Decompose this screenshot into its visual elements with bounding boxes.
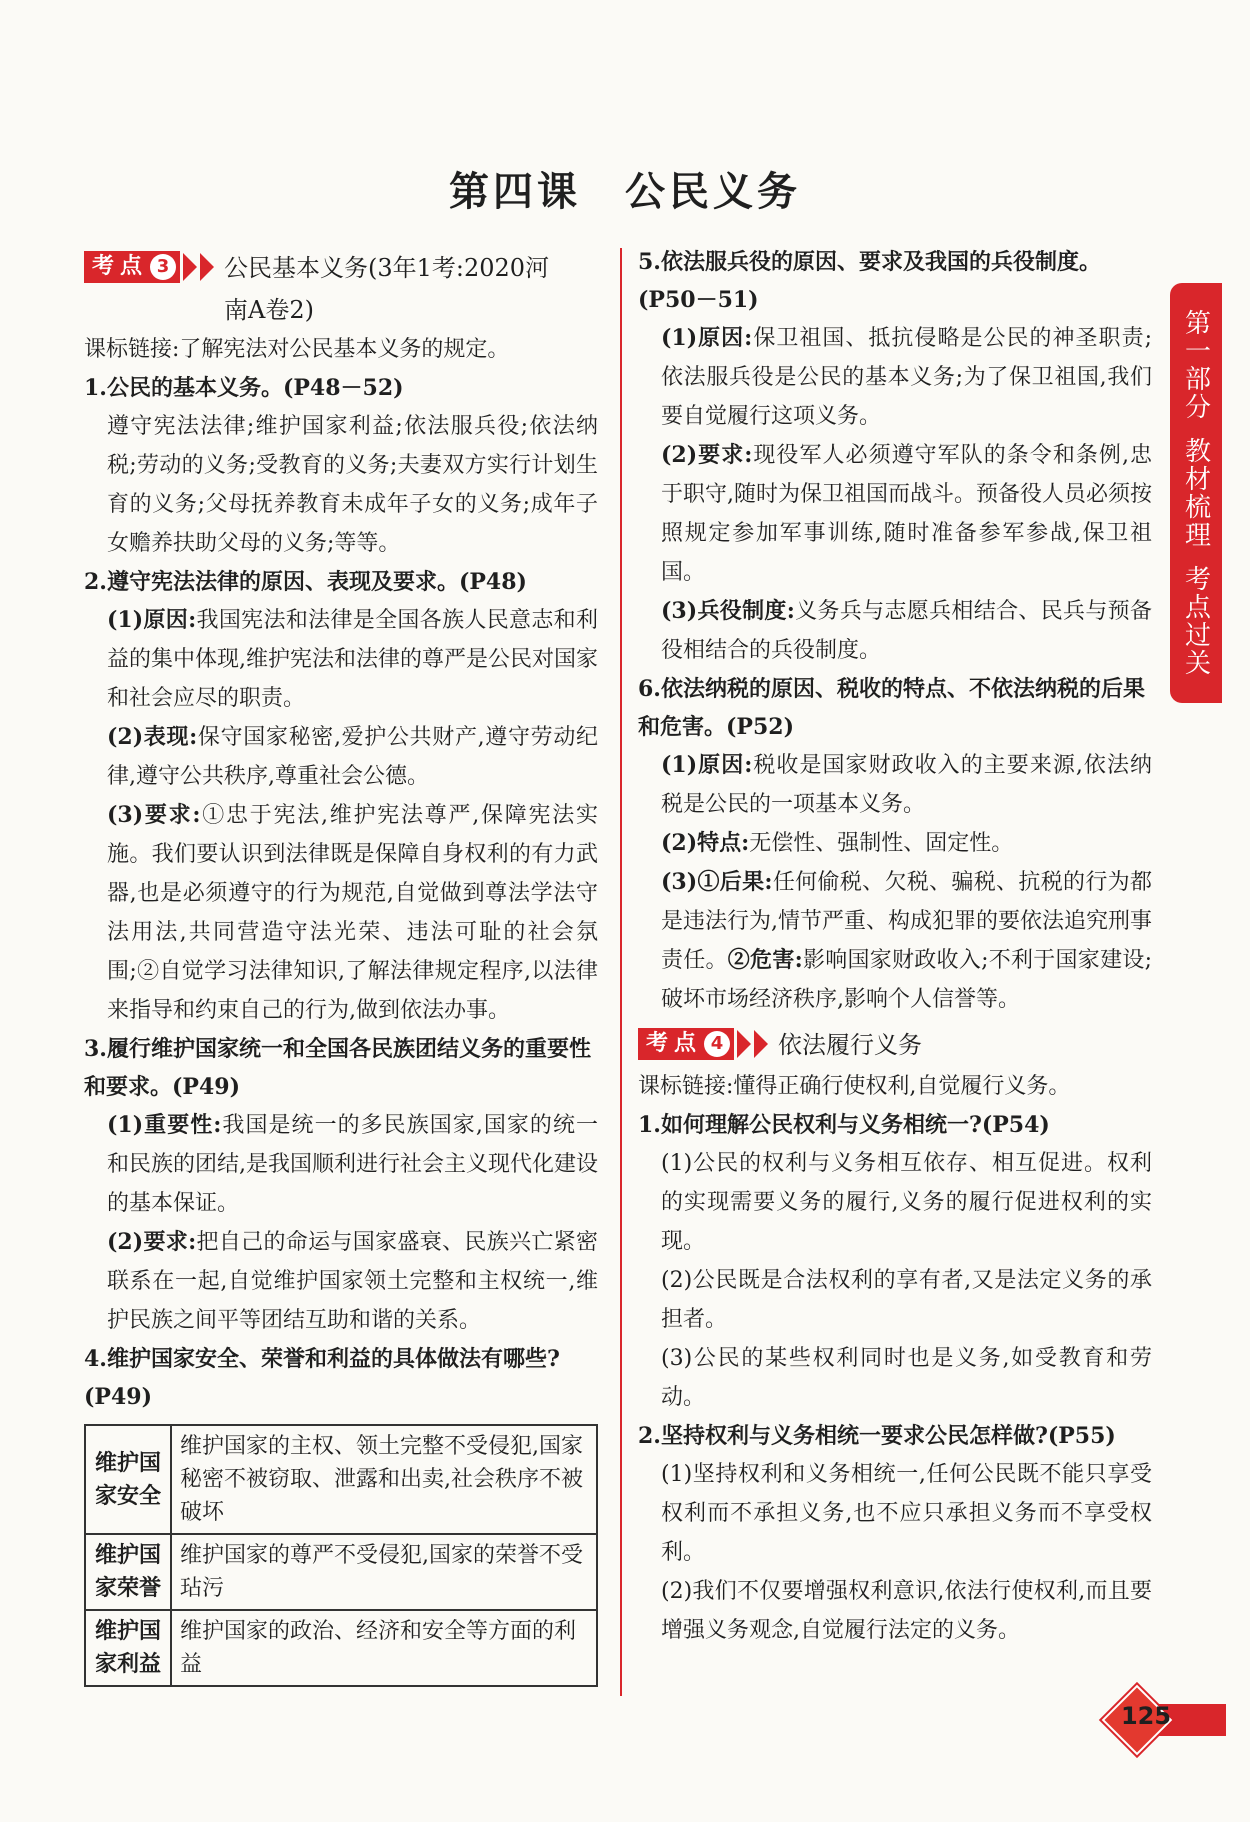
answer-item: (3)①后果:任何偷税、欠税、骗税、抗税的行为都是违法行为,情节严重、构成犯罪的要依法追究刑事责任。②危害:影响国家财政收入;不利于国家建设;破坏市场经济秩序,影响个人信誉等。 — [661, 869, 1153, 1012]
question-heading: 4.维护国家安全、荣誉和利益的具体做法有哪些?(P49) — [84, 1346, 560, 1410]
answer-item: (1)原因:保卫祖国、抵抗侵略是公民的神圣职责;依法服兵役是公民的基本义务;为了保卫祖国,我们要自觉履行这项义务。 — [661, 325, 1152, 429]
answer-item: (1)原因:我国宪法和法律是全国各族人民意志和利益的集中体现,维护宪法和法律的尊严是公民对国家和社会应尽的职责。 — [107, 607, 598, 711]
answer-item: (2)要求:现役军人必须遵守军队的条令和条例,忠于职守,随时为保卫祖国而战斗。预备役人员必须按照规定参加军事训练,随时准备参军参战,保卫祖国。 — [661, 442, 1152, 585]
kaodian-label: 考点 — [646, 1031, 703, 1056]
side-tab-part: 教材梳理 — [1180, 437, 1211, 549]
question-heading: 2.遵守宪法法律的原因、表现及要求。(P48) — [84, 569, 527, 595]
kaodian-number: 3 — [150, 254, 176, 280]
kaodian-badge — [638, 1028, 768, 1060]
table-value: 维护国家的政治、经济和安全等方面的利益 — [171, 1610, 597, 1686]
answer-item: (3)要求:①忠于宪法,维护宪法尊严,保障宪法实施。我们要认识到法律既是保障自身权利的有力武器,也是必须遵守的行为规范,自觉做到尊法学法守法用法,共同营造守法光荣、违法可耻的社会氛围;②自觉学习法律知识,了解法律规定程序,以法律来指导和约束自己的行为,做到依法办事。 — [107, 802, 598, 1023]
arrow-icon — [754, 1030, 768, 1058]
kaodian-number: 4 — [704, 1031, 730, 1057]
question-heading: 6.依法纳税的原因、税收的特点、不依法纳税的后果和危害。(P52) — [638, 676, 1145, 740]
curriculum-link: 课标链接:懂得正确行使权利,自觉履行义务。 — [638, 1074, 1071, 1099]
table-value: 维护国家的尊严不受侵犯,国家的荣誉不受玷污 — [171, 1534, 597, 1610]
answer-text: 遵守宪法法律;维护国家利益;依法服兵役;依法纳税;劳动的义务;受教育的义务;夫妻双方实行计划生育的义务;父母抚养教育未成年子女的义务;成年子女赡养扶助父母的义务;等等。 — [107, 414, 598, 556]
section-side-tab — [1170, 283, 1222, 703]
answer-item: (1)原因:税收是国家财政收入的主要来源,依法纳税是公民的一项基本义务。 — [661, 752, 1152, 817]
page-title: 第四课 公民义务 — [449, 168, 801, 215]
national-interest-table — [84, 1424, 598, 1687]
table-key: 维护国家安全 — [85, 1425, 171, 1534]
kaodian-title: 依法履行义务 — [778, 1031, 923, 1059]
right-column — [638, 243, 1152, 1650]
side-tab-part: 第一部分 — [1180, 309, 1211, 421]
kaodian-badge — [84, 251, 214, 283]
answer-item: (1)重要性:我国是统一的多民族国家,国家的统一和民族的团结,是我国顺利进行社会主义现代化建设的基本保证。 — [107, 1112, 598, 1216]
kaodian-3-header — [84, 248, 598, 288]
answer-item: (3)兵役制度:义务兵与志愿兵相结合、民兵与预备役相结合的兵役制度。 — [661, 598, 1152, 663]
kaodian-label: 考点 — [92, 254, 149, 279]
answer-item: (2)要求:把自己的命运与国家盛衰、民族兴亡紧密联系在一起,自觉维护国家领土完整和主权统一,维护民族之间平等团结互助和谐的关系。 — [107, 1229, 598, 1333]
table-row — [85, 1610, 597, 1686]
question-heading: 5.依法服兵役的原因、要求及我国的兵役制度。(P50－51) — [638, 249, 1101, 313]
kaodian-title: 公民基本义务(3年1考:2020河 — [224, 254, 550, 282]
answer-item: (2)特点:无偿性、强制性、固定性。 — [661, 830, 1014, 856]
answer-item: (1)坚持权利和义务相统一,任何公民既不能只享受权利而不承担义务,也不应只承担义务而不享受权利。 — [661, 1462, 1152, 1565]
table-row — [85, 1534, 597, 1610]
question-heading: 1.如何理解公民权利与义务相统一?(P54) — [638, 1112, 1050, 1138]
question-heading: 3.履行维护国家统一和全国各民族团结义务的重要性和要求。(P49) — [84, 1036, 591, 1100]
arrow-icon — [737, 1030, 751, 1058]
left-column — [84, 248, 598, 1687]
answer-item: (2)公民既是合法权利的享有者,又是法定义务的承担者。 — [661, 1268, 1152, 1332]
table-value: 维护国家的主权、领土完整不受侵犯,国家秘密不被窃取、泄露和出卖,社会秩序不被破坏 — [171, 1425, 597, 1534]
answer-item: (2)表现:保守国家秘密,爱护公共财产,遵守劳动纪律,遵守公共秩序,尊重社会公德。 — [107, 724, 598, 789]
question-heading: 1.公民的基本义务。(P48－52) — [84, 375, 404, 401]
table-key: 维护国家利益 — [85, 1610, 171, 1686]
arrow-icon — [183, 253, 197, 281]
table-row — [85, 1425, 597, 1534]
arrow-icon — [200, 253, 214, 281]
page-number-badge — [1096, 1692, 1216, 1748]
kaodian-4-header — [638, 1025, 1152, 1065]
column-divider — [620, 248, 622, 1696]
answer-item: (1)公民的权利与义务相互依存、相互促进。权利的实现需要义务的履行,义务的履行促进权利的实现。 — [661, 1151, 1152, 1254]
answer-item: (2)我们不仅要增强权利意识,依法行使权利,而且要增强义务观念,自觉履行法定的义务。 — [661, 1579, 1152, 1643]
curriculum-link: 课标链接:了解宪法对公民基本义务的规定。 — [84, 337, 510, 362]
side-tab-part: 考点过关 — [1180, 565, 1211, 677]
page-number: 125 — [1120, 1702, 1172, 1730]
kaodian-title-cont: 南A卷2) — [224, 296, 314, 324]
table-key: 维护国家荣誉 — [85, 1534, 171, 1610]
question-heading: 2.坚持权利与义务相统一要求公民怎样做?(P55) — [638, 1423, 1116, 1449]
answer-item: (3)公民的某些权利同时也是义务,如受教育和劳动。 — [661, 1346, 1152, 1410]
